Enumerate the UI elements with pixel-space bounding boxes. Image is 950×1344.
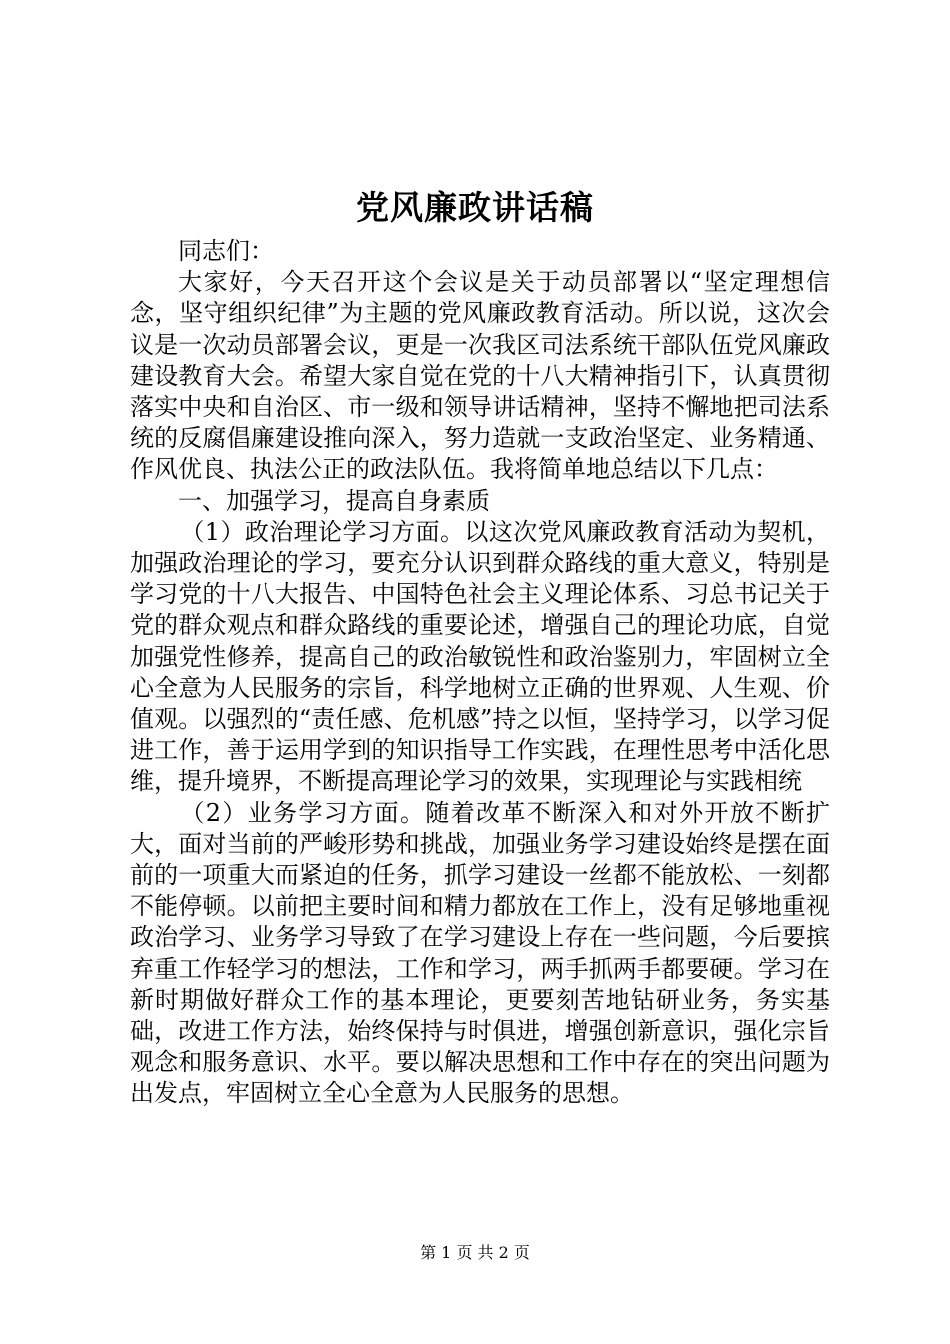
paragraph-business-study: （2）业务学习方面。随着改革不断深入和对外开放不断扩大，面对当前的严峻形势和挑战，加强业务学习建设始终是摆在面前的一项重大而紧迫的任务，抓学习建设一丝都不能放松、一刻都不能停顿。以前把主要时间和精力都放在工作上，没有足够地重视政治学习、业务学习导致了在学习建设上存在一些问题，今后要摈弃重工作轻学习的想法，工作和学习，两手抓两手都要硬。学习在新时期做好群众工作的基本理论，更要刻苦地钻研业务，务实基础，改进工作方法，始终保持与时俱进，增强创新意识，强化宗旨观念和服务意识、水平。要以解决思想和工作中存在的突出问题为出发点，牢固树立全心全意为人民服务的思想。 bbox=[130, 798, 830, 1108]
paragraph-political-theory: （1）政治理论学习方面。以这次党风廉政教育活动为契机，加强政治理论的学习，要充分认识到群众路线的重大意义，特别是学习党的十八大报告、中国特色社会主义理论体系、习总书记关于党的群众观点和群众路线的重要论述，增强自己的理论功底，自觉加强党性修养，提高自己的政治敏锐性和政治鉴别力，牢固树立全心全意为人民服务的宗旨，科学地树立正确的世界观、人生观、价值观。以强烈的“责任感、危机感”持之以恒，坚持学习，以学习促进工作，善于运用学到的知识指导工作实践，在理性思考中活化思维，提升境界，不断提高理论学习的效果，实现理论与实践相统 bbox=[130, 517, 830, 796]
paragraph-intro: 大家好，今天召开这个会议是关于动员部署以“坚定理想信念，坚守组织纪律”为主题的党风廉政教育活动。所以说，这次会议是一次动员部署会议，更是一次我区司法系统干部队伍党风廉政建设教育大会。希望大家自觉在党的十八大精神指引下，认真贯彻落实中央和自治区、市一级和领导讲话精神，坚持不懈地把司法系统的反腐倡廉建设推向深入，努力造就一支政治坚定、业务精通、作风优良、执法公正的政法队伍。我将简单地总结以下几点： bbox=[130, 268, 830, 484]
page-footer: 第 1 页 共 2 页 bbox=[420, 1243, 530, 1262]
document-title: 党风廉政讲话稿 bbox=[356, 188, 594, 227]
section-heading: 一、加强学习，提高自身素质 bbox=[178, 486, 490, 515]
document-body bbox=[130, 236, 830, 1110]
salutation: 同志们： bbox=[178, 237, 274, 265]
